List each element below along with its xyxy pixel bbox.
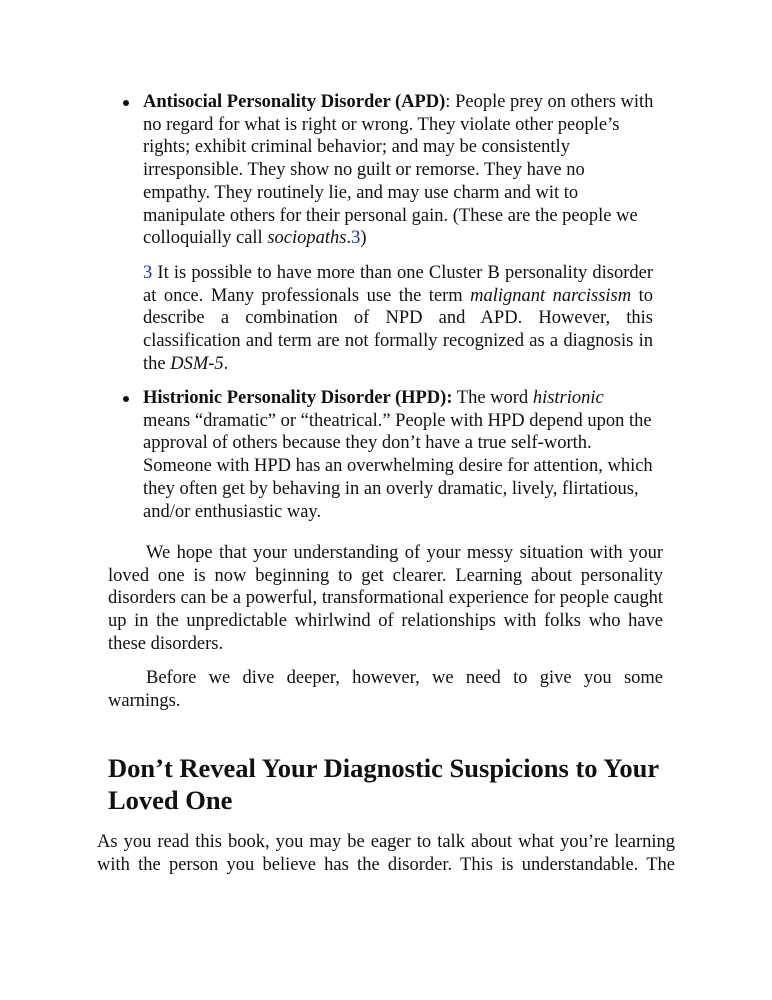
- footnote-text: to describe a combination of NPD and APD. However, this classification and term are not formally recognized as a diagnosis in the: [143, 285, 653, 374]
- footnote-reference-link[interactable]: 3: [351, 228, 361, 249]
- bullet-dot: [123, 100, 129, 106]
- bullet-text: People prey on others with no regard for what is right or wrong. They violate other people’s rights; exhibit criminal behavior; and may be consistently irresponsible. They show no guilt or remorse. They have no empathy. They routinely lie, and may use charm and wit to manipulate others for their personal gain. (These are the people we colloquially call: [143, 92, 654, 249]
- bullet-dot: [123, 396, 129, 402]
- bullet-text: The word: [452, 388, 533, 408]
- bullet-close-paren: ): [360, 228, 367, 249]
- bullet-term: Histrionic Personality Disorder (HPD):: [143, 388, 453, 408]
- bullet-term: Antisocial Personality Disorder (APD): [143, 92, 446, 112]
- bullet-after-italic: .: [346, 228, 352, 249]
- body-paragraph: Before we dive deeper, however, we need to give you some warnings.: [108, 668, 663, 711]
- footnote-text: .: [223, 353, 229, 374]
- footnote-italic-term: malignant narcissism: [470, 285, 632, 306]
- bullet-text: means “dramatic” or “theatrical.” People with HPD depend upon the approval of others because they don’t have a true self-worth. Someone with HPD has an overwhelming desire for attention, which they often get by behaving in an overly dramatic, lively, flirtatious, and/or enthusiastic way.: [143, 410, 653, 522]
- bullet-term-suffix: :: [445, 92, 451, 112]
- footnote: [143, 262, 653, 376]
- section-heading: Don’t Reveal Your Diagnostic Suspicions to Your Loved One: [108, 753, 659, 815]
- footnote-text: It is possible to have more than one Cluster B personality disorder at once. Many professionals use the term: [143, 263, 653, 306]
- bullet-italic-term: sociopaths: [267, 228, 347, 249]
- body-paragraph: We hope that your understanding of your messy situation with your loved one is now beginning to get clearer. Learning about personality disorders can be a powerful, transformational experience for people caught up in the unpredictable whirlwind of relationships with folks who have these disorders.: [108, 543, 663, 654]
- footnote-italic-title: DSM-5: [170, 353, 224, 374]
- bullet-italic-term: histrionic: [532, 388, 604, 408]
- bullet-item-apd: [143, 91, 655, 250]
- footnote-number-link[interactable]: 3: [143, 263, 153, 283]
- body-paragraph: As you read this book, you may be eager to talk about what you’re learning with the person you believe has the disorder. This is understandable. The: [97, 832, 675, 875]
- bullet-item-hpd: [143, 387, 655, 523]
